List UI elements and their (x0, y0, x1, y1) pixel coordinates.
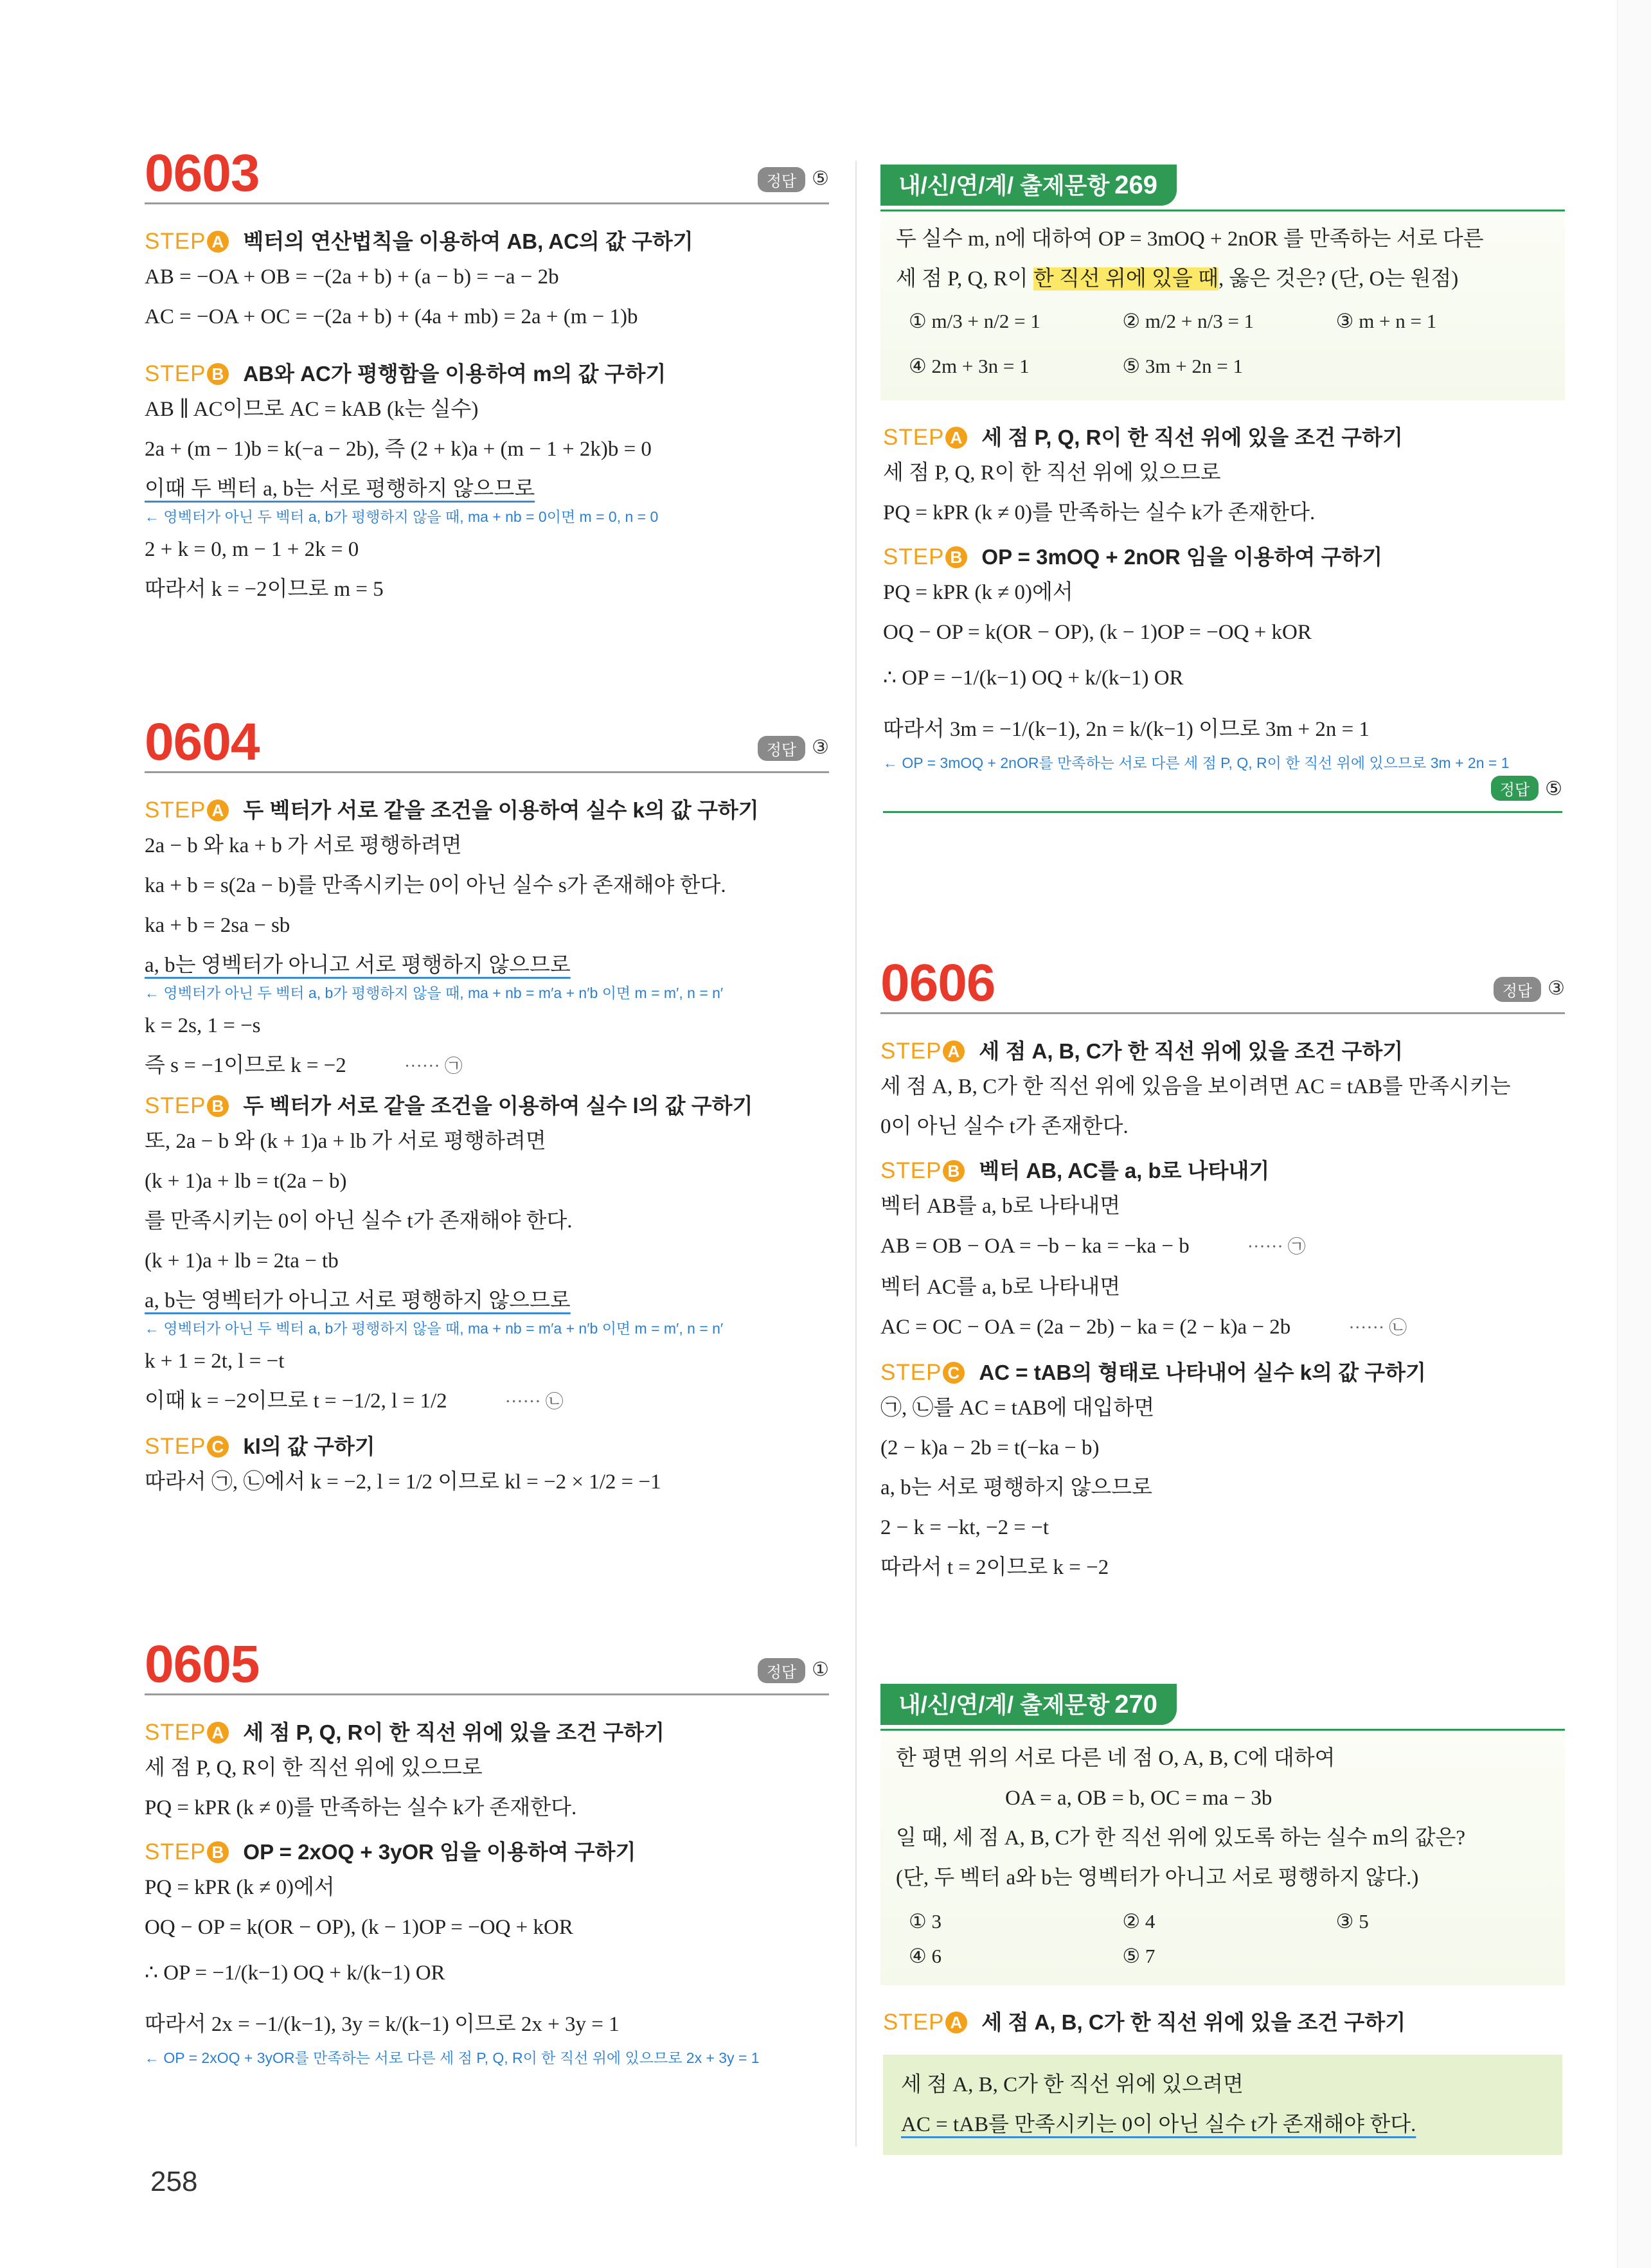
problem-number: 0604 (145, 713, 260, 771)
solution-line: OQ − OP = k(OR − OP), (k − 1)OP = −OQ + kOR (145, 1916, 573, 1939)
step-title: AB와 AC가 평행함을 이용하여 m의 값 구하기 (243, 362, 666, 386)
problem-header (145, 710, 829, 773)
solution-line: 따라서 k = −2이므로 m = 5 (145, 578, 384, 601)
step-a (883, 422, 1562, 453)
option-2: ② m/2 + n/3 = 1 (1122, 310, 1254, 332)
solution-line: AC = tAB를 만족시키는 0이 아닌 실수 t가 존재해야 한다. (901, 2113, 1416, 2136)
problem-0604 (145, 710, 829, 1502)
question-line: (단, 두 벡터 a와 b는 영벡터가 아니고 서로 평행하지 않다.) (896, 1866, 1419, 1889)
solution-line: ∴ OP = −1/(k−1) OQ + k/(k−1) OR (145, 1961, 445, 1985)
answer-badge (883, 776, 1562, 801)
solution-line: a, b는 서로 평행하지 않으므로 (880, 1476, 1153, 1499)
solution-line: PQ = kPR (k ≠ 0)에서 (883, 581, 1073, 604)
options (896, 1904, 1549, 1974)
step-tag: STEP A (880, 1039, 965, 1064)
solution-line: OQ − OP = k(OR − OP), (k − 1)OP = −OQ + kOR (883, 621, 1312, 644)
solution-line: 따라서 ㉠, ㉡에서 k = −2, l = 1/2 이므로 kl = −2 × 1/2 = −1 (145, 1470, 661, 1494)
step-c (880, 1357, 1565, 1388)
options (896, 299, 1549, 389)
solution-line: 세 점 P, Q, R이 한 직선 위에 있으므로 (883, 461, 1221, 485)
side-note: ← OP = 2xOQ + 3yOR를 만족하는 서로 다른 세 점 P, Q, R이 한 직선 위에 있으므로 2x + 3y = 1 (145, 2049, 760, 2066)
box-solution (880, 422, 1565, 813)
step-title: 벡터 AB, AC를 a, b로 나타내기 (979, 1159, 1270, 1183)
solution-line: ka + b = 2sa − sb (145, 914, 290, 937)
step-title: 세 점 P, Q, R이 한 직선 위에 있을 조건 구하기 (243, 1720, 665, 1744)
box-label: 내/신/연/계/ 출제문항 269 (880, 165, 1177, 206)
solution-line: PQ = kPR (k ≠ 0)를 만족하는 실수 k가 존재한다. (883, 501, 1316, 524)
question-line: 일 때, 세 점 A, B, C가 한 직선 위에 있도록 하는 실수 m의 값은? (896, 1826, 1465, 1850)
solution-line: 따라서 t = 2이므로 k = −2 (880, 1556, 1109, 1579)
problem-0606 (880, 951, 1565, 1587)
answer-badge (758, 736, 829, 761)
problem-0605 (145, 1632, 829, 2071)
side-note: ← 영벡터가 아닌 두 벡터 a, b가 평행하지 않을 때, ma + nb = 0이면 m = 0, n = 0 (145, 508, 659, 525)
option-3: ③ 5 (1335, 1910, 1369, 1933)
option-2: ② 4 (1122, 1910, 1156, 1933)
answer-value: ⑤ (812, 168, 829, 190)
solution-line: 이때 k = −2이므로 t = −1/2, l = 1/2 ······ ㉡ (145, 1389, 564, 1413)
problem-header (145, 1632, 829, 1695)
step-tag: STEP C (880, 1360, 965, 1385)
option-3: ③ m + n = 1 (1335, 310, 1437, 332)
step-tag: STEP B (145, 361, 229, 386)
option-1: ① 3 (909, 1910, 942, 1933)
step-b (883, 542, 1562, 573)
box-header (880, 165, 1565, 211)
answer-badge (758, 1658, 829, 1683)
step-a (145, 795, 829, 826)
step-title: 세 점 A, B, C가 한 직선 위에 있을 조건 구하기 (979, 1039, 1404, 1063)
option-1: ① m/3 + n/2 = 1 (909, 310, 1040, 332)
step-tag: STEP B (145, 1093, 229, 1118)
option-4: ④ 6 (909, 1945, 942, 1967)
step-b (880, 1156, 1565, 1186)
page-number: 258 (150, 2166, 198, 2197)
step-b (145, 359, 829, 389)
page-edge (1617, 0, 1651, 2268)
answer-badge (758, 167, 829, 192)
question-line: 한 평면 위의 서로 다른 네 점 O, A, B, C에 대하여 (896, 1747, 1335, 1770)
solution-line: PQ = kPR (k ≠ 0)를 만족하는 실수 k가 존재한다. (145, 1796, 577, 1819)
solution-line: ㉠, ㉡를 AC = tAB에 대입하면 (880, 1397, 1155, 1420)
problem-number: 0603 (145, 144, 260, 202)
problem-number: 0606 (880, 954, 995, 1012)
problem-header (145, 141, 829, 204)
answer-value: ③ (812, 737, 829, 758)
solution-line: 를 만족시키는 0이 아닌 실수 t가 존재해야 한다. (145, 1210, 573, 1233)
problem-0603 (145, 141, 829, 609)
equation-mark: ······ ㉠ (1247, 1237, 1306, 1257)
solution-line: 2a + (m − 1)b = k(−a − 2b), 즉 (2 + k)a + (m − 1 + 2k)b = 0 (145, 438, 652, 461)
solution-line: 즉 s = −1이므로 k = −2 ······ ㉠ (145, 1054, 463, 1077)
solution-line: 2a − b 와 ka + b 가 서로 평행하려면 (145, 834, 462, 857)
solution-line: (2 − k)a − 2b = t(−ka − b) (880, 1436, 1100, 1460)
side-note: ← 영벡터가 아닌 두 벡터 a, b가 평행하지 않을 때, ma + nb = m′a + n′b 이면 m = m′, n = n′ (145, 1320, 724, 1337)
solution-line: PQ = kPR (k ≠ 0)에서 (145, 1876, 335, 1899)
solution-line: AC = −OA + OC = −(2a + b) + (4a + mb) = 2a + (m − 1)b (145, 305, 638, 328)
step-tag: STEP A (883, 425, 967, 450)
step-tag: STEP C (145, 1434, 229, 1459)
option-5: ⑤ 7 (1122, 1945, 1156, 1967)
solution-line: AB = OB − OA = −b − ka = −ka − b ······ ㉠ (880, 1235, 1306, 1258)
box-body (880, 211, 1565, 400)
step-tag: STEP B (145, 1839, 229, 1864)
solution-line: 따라서 2x = −1/(k−1), 3y = k/(k−1) 이므로 2x + 3y = 1 (145, 2013, 620, 2036)
step-title: AC = tAB의 형태로 나타내어 실수 k의 값 구하기 (979, 1361, 1426, 1384)
solution-line: 0이 아닌 실수 t가 존재한다. (880, 1115, 1129, 1138)
step-tag: STEP A (145, 1720, 229, 1745)
step-title: 벡터의 연산법칙을 이용하여 AB, AC의 값 구하기 (243, 229, 693, 253)
box-bottom-rule (883, 811, 1562, 813)
answer-label: 정답 (1494, 977, 1541, 1002)
step-tag: STEP A (145, 229, 229, 254)
box-solution (880, 2007, 1565, 2155)
step-title: 두 벡터가 서로 같을 조건을 이용하여 실수 l의 값 구하기 (243, 1094, 753, 1118)
equation-mark: ······ ㉠ (404, 1057, 463, 1076)
solution-line: 벡터 AC를 a, b로 나타내면 (880, 1276, 1121, 1299)
box-body (880, 1731, 1565, 1985)
side-note: ← OP = 3mOQ + 2nOR를 만족하는 서로 다른 세 점 P, Q, R이 한 직선 위에 있으므로 3m + 2n = 1 (883, 755, 1510, 771)
step-title: 세 점 P, Q, R이 한 직선 위에 있을 조건 구하기 (981, 425, 1403, 449)
column-divider (855, 161, 857, 2147)
question-line: OA = a, OB = b, OC = ma − 3b (1005, 1787, 1272, 1810)
solution-line: 이때 두 벡터 a, b는 서로 평행하지 않으므로 (145, 478, 535, 501)
solution-line: 벡터 AB를 a, b로 나타내면 (880, 1195, 1121, 1218)
step-title: 세 점 A, B, C가 한 직선 위에 있을 조건 구하기 (981, 2010, 1406, 2034)
solution-line: AB = −OA + OB = −(2a + b) + (a − b) = −a − 2b (145, 265, 559, 289)
question-line: 세 점 P, Q, R이 한 직선 위에 있을 때, 옳은 것은? (단, O는 원점) (896, 267, 1459, 290)
highlighted-text: 한 직선 위에 있을 때 (1033, 267, 1218, 290)
solution-line: (k + 1)a + lb = t(2a − b) (145, 1170, 347, 1193)
solution-line: 또, 2a − b 와 (k + 1)a + lb 가 서로 평행하려면 (145, 1130, 546, 1153)
step-a (883, 2007, 1562, 2038)
answer-value: ⑤ (1545, 778, 1562, 799)
exam-question-box-270 (880, 1684, 1565, 2155)
answer-label: 정답 (758, 167, 805, 192)
step-title: OP = 2xOQ + 3yOR 임을 이용하여 구하기 (243, 1840, 636, 1864)
solution-line: 세 점 P, Q, R이 한 직선 위에 있으므로 (145, 1756, 483, 1780)
highlight-block (883, 2055, 1562, 2155)
step-a (880, 1036, 1565, 1067)
solution-line: (k + 1)a + lb = 2ta − tb (145, 1249, 339, 1272)
exam-question-box-269 (880, 165, 1565, 813)
solution-line: ka + b = s(2a − b)를 만족시키는 0이 아닌 실수 s가 존재해야 한다. (145, 874, 726, 897)
question-line: 두 실수 m, n에 대하여 OP = 3mOQ + 2nOR 를 만족하는 서로 다른 (896, 228, 1484, 251)
step-title: 두 벡터가 서로 같을 조건을 이용하여 실수 k의 값 구하기 (243, 798, 759, 822)
answer-label: 정답 (758, 736, 805, 761)
side-note: ← 영벡터가 아닌 두 벡터 a, b가 평행하지 않을 때, ma + nb = m′a + n′b 이면 m = m′, n = n′ (145, 985, 724, 1001)
solution-line: ∴ OP = −1/(k−1) OQ + k/(k−1) OR (883, 666, 1184, 690)
solution-line: k = 2s, 1 = −s (145, 1014, 261, 1037)
equation-mark: ······ ㉡ (504, 1392, 564, 1412)
step-tag: STEP A (145, 798, 229, 823)
solution-line: 2 − k = −kt, −2 = −t (880, 1516, 1049, 1539)
solution-line: AB ∥ AC이므로 AC = kAB (k는 실수) (145, 398, 479, 421)
option-4: ④ 2m + 3n = 1 (909, 355, 1030, 377)
step-b (145, 1091, 829, 1121)
answer-value: ① (812, 1659, 829, 1681)
problem-number: 0605 (145, 1635, 260, 1693)
solution-line: a, b는 영벡터가 아니고 서로 평행하지 않으므로 (145, 1289, 571, 1312)
solution-line: k + 1 = 2t, l = −t (145, 1350, 285, 1373)
solution-line: AC = OC − OA = (2a − 2b) − ka = (2 − k)a − 2b ······ ㉡ (880, 1316, 1407, 1339)
answer-label: 정답 (1491, 776, 1539, 801)
step-a (145, 1717, 829, 1748)
equation-mark: ······ ㉡ (1348, 1318, 1407, 1338)
step-tag: STEP A (883, 2010, 967, 2035)
step-title: OP = 3mOQ + 2nOR 임을 이용하여 구하기 (981, 545, 1383, 569)
step-b (145, 1837, 829, 1868)
solution-line: a, b는 영벡터가 아니고 서로 평행하지 않으므로 (145, 954, 571, 977)
answer-badge (1494, 977, 1565, 1002)
step-tag: STEP B (880, 1158, 965, 1183)
step-tag: STEP B (883, 544, 967, 569)
box-header (880, 1684, 1565, 1731)
solution-line: 2 + k = 0, m − 1 + 2k = 0 (145, 538, 359, 561)
step-a (145, 226, 829, 257)
option-5: ⑤ 3m + 2n = 1 (1122, 355, 1243, 377)
step-c (145, 1431, 829, 1462)
solution-line: 세 점 A, B, C가 한 직선 위에 있음을 보이려면 AC = tAB를 만족시키는 (880, 1075, 1511, 1098)
answer-label: 정답 (758, 1658, 805, 1683)
solution-line: 세 점 A, B, C가 한 직선 위에 있으려면 (901, 2073, 1244, 2096)
step-title: kl의 값 구하기 (243, 1434, 375, 1458)
answer-value: ③ (1548, 978, 1565, 999)
solution-line: 따라서 3m = −1/(k−1), 2n = k/(k−1) 이므로 3m + 2n = 1 (883, 718, 1370, 741)
problem-header (880, 951, 1565, 1014)
box-label: 내/신/연/계/ 출제문항 270 (880, 1684, 1177, 1725)
